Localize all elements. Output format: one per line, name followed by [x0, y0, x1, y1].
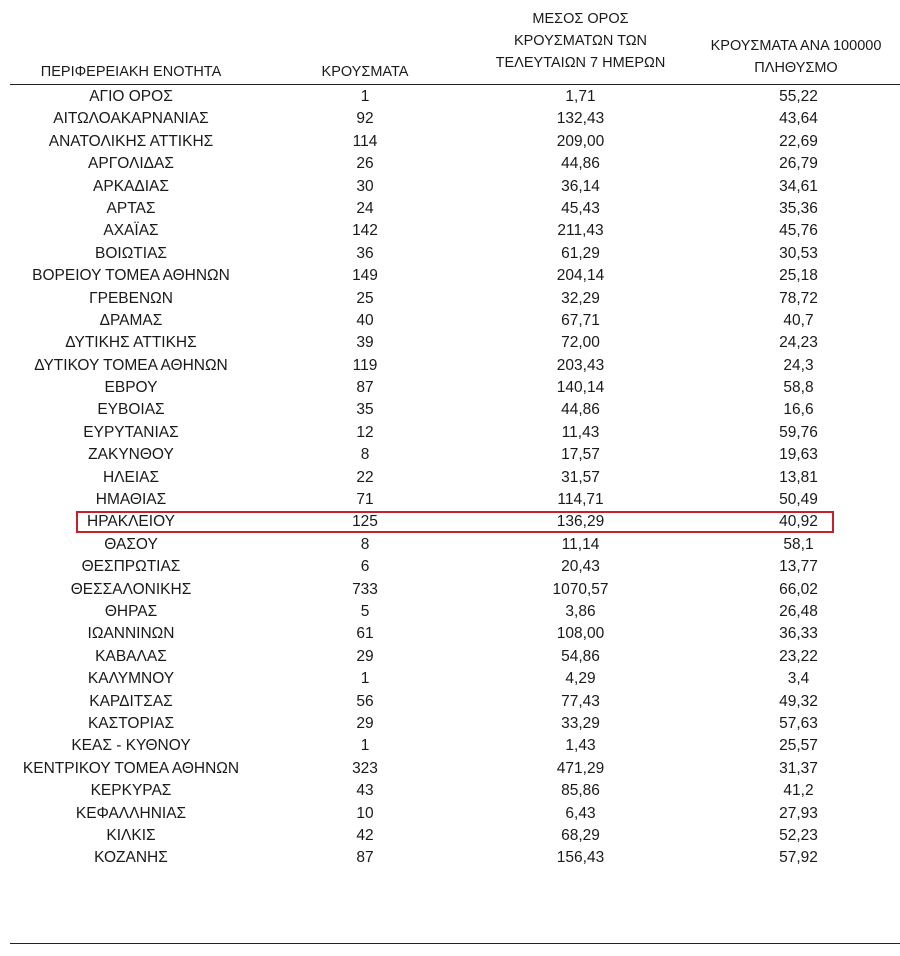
cases-cell: 8 [360, 446, 370, 464]
region-cell: ΑΝΑΤΟΛΙΚΗΣ ΑΤΤΙΚΗΣ [48, 132, 214, 150]
avg7-cell: 114,71 [557, 491, 604, 509]
cases-cell: 40 [356, 311, 374, 329]
avg7-cell: 44,86 [561, 401, 600, 419]
region-cell: ΖΑΚΥΝΘΟΥ [88, 446, 174, 464]
cases-cell: 142 [352, 222, 378, 240]
avg7-cell: 32,29 [561, 289, 600, 307]
region-cell: ΚΙΛΚΙΣ [106, 826, 156, 844]
header-cases-per-100k-line1: ΚΡΟΥΣΜΑΤΑ ΑΝΑ 100000 [710, 38, 882, 54]
per100k-cell: 22,69 [779, 132, 818, 150]
region-cell: ΓΡΕΒΕΝΩΝ [89, 289, 173, 307]
table-row [0, 556, 900, 578]
table-row [0, 847, 900, 869]
avg7-cell: 211,43 [557, 222, 604, 240]
cases-cell: 114 [352, 132, 378, 150]
table-row [0, 265, 900, 287]
per100k-cell: 55,22 [779, 88, 818, 105]
region-cell: ΚΕΡΚΥΡΑΣ [90, 782, 172, 800]
cases-cell: 87 [356, 379, 374, 397]
per100k-cell: 24,3 [783, 356, 814, 374]
table-row [0, 735, 900, 757]
header-7day-average-line1: ΜΕΣΟΣ ΟΡΟΣ [532, 11, 629, 27]
header-7day-average-line2: ΚΡΟΥΣΜΑΤΩΝ ΤΩΝ [513, 33, 648, 49]
table-row [0, 511, 900, 533]
per100k-cell: 16,6 [783, 401, 814, 419]
region-cell: ΑΙΤΩΛΟΑΚΑΡΝΑΝΙΑΣ [53, 110, 209, 128]
cases-cell: 149 [352, 267, 378, 285]
table-row [0, 108, 900, 130]
table-row [0, 713, 900, 735]
per100k-cell: 34,61 [779, 177, 818, 195]
per100k-cell: 19,63 [779, 446, 818, 464]
cases-cell: 1 [360, 670, 370, 688]
cases-cell: 125 [352, 513, 378, 531]
table-row [0, 444, 900, 466]
header-region: ΠΕΡΙΦΕΡΕΙΑΚΗ ΕΝΟΤΗΤΑ [40, 64, 222, 80]
avg7-cell: 77,43 [561, 692, 600, 710]
cases-cell: 29 [356, 647, 374, 665]
per100k-cell: 40,92 [779, 513, 818, 531]
per100k-cell: 66,02 [779, 580, 818, 598]
avg7-cell: 67,71 [561, 311, 600, 329]
avg7-cell: 17,57 [561, 446, 600, 464]
table-row [0, 668, 900, 690]
cases-cell: 56 [356, 692, 374, 710]
cases-cell: 25 [356, 289, 374, 307]
per100k-cell: 13,77 [779, 558, 818, 576]
region-cell: ΘΕΣΠΡΩΤΙΑΣ [81, 558, 181, 576]
per100k-cell: 35,36 [779, 199, 818, 217]
cases-cell: 87 [356, 849, 374, 867]
per100k-cell: 58,1 [783, 535, 814, 553]
header-cases: ΚΡΟΥΣΜΑΤΑ [321, 64, 409, 80]
cases-cell: 26 [356, 155, 374, 173]
table-row [0, 646, 900, 668]
per100k-cell: 13,81 [779, 468, 818, 486]
region-cell: ΘΕΣΣΑΛΟΝΙΚΗΣ [70, 580, 192, 598]
table-row [0, 86, 900, 108]
avg7-cell: 45,43 [561, 199, 600, 217]
region-cell: ΑΡΚΑΔΙΑΣ [93, 177, 169, 195]
avg7-cell: 3,86 [565, 602, 596, 620]
cases-cell: 22 [356, 468, 374, 486]
avg7-cell: 68,29 [561, 826, 600, 844]
table-row [0, 310, 900, 332]
per100k-cell: 59,76 [779, 423, 818, 441]
per100k-cell: 24,23 [779, 334, 818, 352]
region-cell: ΑΡΓΟΛΙΔΑΣ [88, 155, 174, 173]
cases-cell: 42 [356, 826, 374, 844]
avg7-cell: 1070,57 [552, 580, 609, 598]
avg7-cell: 6,43 [565, 804, 596, 822]
per100k-cell: 25,57 [779, 737, 818, 755]
table-row [0, 288, 900, 310]
avg7-cell: 140,14 [556, 379, 605, 397]
region-cell: ΚΕΑΣ - ΚΥΘΝΟΥ [71, 737, 191, 755]
table-row [0, 579, 900, 601]
region-cell: ΔΥΤΙΚΗΣ ΑΤΤΙΚΗΣ [65, 334, 197, 352]
region-cell: ΔΥΤΙΚΟΥ ΤΟΜΕΑ ΑΘΗΝΩΝ [34, 356, 228, 374]
avg7-cell: 54,86 [561, 647, 600, 665]
avg7-cell: 85,86 [561, 782, 600, 800]
region-cell: ΕΒΡΟΥ [104, 379, 158, 397]
table-row [0, 758, 900, 780]
cases-cell: 1 [360, 737, 370, 755]
per100k-cell: 31,37 [779, 759, 818, 777]
avg7-cell: 44,86 [561, 155, 600, 173]
avg7-cell: 36,14 [561, 177, 600, 195]
per100k-cell: 78,72 [779, 289, 818, 307]
avg7-cell: 471,29 [556, 759, 605, 777]
cases-cell: 119 [352, 356, 378, 374]
avg7-cell: 203,43 [556, 356, 605, 374]
region-cell: ΑΧΑΪΑΣ [103, 222, 159, 240]
avg7-cell: 1,43 [565, 737, 596, 755]
region-cell: ΚΑΒΑΛΑΣ [95, 647, 167, 665]
per100k-cell: 40,7 [783, 311, 814, 329]
table-row [0, 332, 900, 354]
per100k-cell: 25,18 [779, 267, 818, 285]
region-cell: ΗΡΑΚΛΕΙΟΥ [87, 513, 175, 531]
per100k-cell: 45,76 [779, 222, 818, 240]
table-row [0, 534, 900, 556]
per100k-cell: 3,4 [787, 670, 810, 688]
table-row [0, 601, 900, 623]
avg7-cell: 31,57 [561, 468, 600, 486]
per100k-cell: 58,8 [783, 379, 814, 397]
region-cell: ΒΟΙΩΤΙΑΣ [95, 244, 167, 262]
per100k-cell: 57,63 [779, 714, 818, 732]
region-cell: ΚΑΛΥΜΝΟΥ [87, 670, 175, 688]
cases-cell: 323 [352, 759, 378, 777]
cases-cell: 30 [356, 177, 374, 195]
cases-cell: 43 [356, 782, 374, 800]
per100k-cell: 50,49 [779, 491, 818, 509]
cases-cell: 39 [356, 334, 374, 352]
region-cell: ΚΟΖΑΝΗΣ [94, 849, 168, 867]
region-cell: ΑΓΙΟ ΟΡΟΣ [89, 88, 173, 105]
region-cell: ΚΕΦΑΛΛΗΝΙΑΣ [75, 804, 187, 822]
region-cell: ΚΑΡΔΙΤΣΑΣ [89, 692, 173, 710]
cases-cell: 71 [356, 491, 374, 509]
table-row [0, 780, 900, 802]
avg7-cell: 204,14 [556, 267, 605, 285]
table-row [0, 825, 900, 847]
avg7-cell: 20,43 [561, 558, 600, 576]
avg7-cell: 209,00 [556, 132, 605, 150]
cases-cell: 10 [356, 804, 374, 822]
region-cell: ΒΟΡΕΙΟΥ ΤΟΜΕΑ ΑΘΗΝΩΝ [32, 267, 230, 285]
table-row [0, 467, 900, 489]
region-cell: ΕΥΒΟΙΑΣ [97, 401, 165, 419]
avg7-cell: 108,00 [556, 625, 605, 643]
data-table [0, 86, 900, 870]
per100k-cell: 41,2 [783, 782, 814, 800]
region-cell: ΔΡΑΜΑΣ [99, 311, 163, 329]
table-row [0, 377, 900, 399]
table-row [0, 243, 900, 265]
avg7-cell: 4,29 [565, 670, 596, 688]
cases-cell: 35 [356, 401, 374, 419]
avg7-cell: 33,29 [561, 714, 600, 732]
per100k-cell: 23,22 [779, 647, 818, 665]
per100k-cell: 52,23 [779, 826, 818, 844]
per100k-cell: 26,48 [779, 602, 818, 620]
table-row [0, 399, 900, 421]
per100k-cell: 49,32 [779, 692, 818, 710]
avg7-cell: 132,43 [556, 110, 605, 128]
per100k-cell: 26,79 [779, 155, 818, 173]
cases-cell: 36 [356, 244, 374, 262]
table-row [0, 131, 900, 153]
region-cell: ΙΩΑΝΝΙΝΩΝ [87, 625, 175, 643]
cases-cell: 733 [352, 580, 378, 598]
region-cell: ΘΗΡΑΣ [104, 602, 158, 620]
cases-cell: 1 [360, 88, 370, 105]
cases-cell: 61 [356, 625, 374, 643]
avg7-cell: 1,71 [565, 88, 596, 105]
table-row [0, 355, 900, 377]
cases-cell: 12 [356, 423, 374, 441]
avg7-cell: 72,00 [561, 334, 600, 352]
cases-cell: 29 [356, 714, 374, 732]
avg7-cell: 136,29 [556, 513, 605, 531]
table-row [0, 489, 900, 511]
per100k-cell: 43,64 [779, 110, 818, 128]
table-row [0, 198, 900, 220]
per100k-cell: 57,92 [779, 849, 818, 867]
cases-cell: 24 [356, 199, 374, 217]
avg7-cell: 156,43 [556, 849, 605, 867]
table-row [0, 803, 900, 825]
region-cell: ΑΡΤΑΣ [106, 199, 156, 217]
header-divider [10, 84, 900, 85]
region-cell: ΗΜΑΘΙΑΣ [95, 491, 167, 509]
region-cell: ΚΑΣΤΟΡΙΑΣ [87, 714, 175, 732]
cases-cell: 8 [360, 535, 370, 553]
table-row [0, 176, 900, 198]
header-cases-per-100k-line2: ΠΛΗΘΥΣΜΟ [754, 60, 838, 76]
region-cell: ΘΑΣΟΥ [104, 535, 158, 553]
region-cell: ΚΕΝΤΡΙΚΟΥ ΤΟΜΕΑ ΑΘΗΝΩΝ [22, 759, 240, 777]
per100k-cell: 27,93 [779, 804, 818, 822]
region-cell: ΗΛΕΙΑΣ [102, 468, 160, 486]
avg7-cell: 61,29 [561, 244, 600, 262]
table-row [0, 220, 900, 242]
region-cell: ΕΥΡΥΤΑΝΙΑΣ [83, 423, 179, 441]
table-row [0, 623, 900, 645]
cases-cell: 6 [360, 558, 370, 576]
per100k-cell: 36,33 [779, 625, 818, 643]
header-7day-average [462, 8, 699, 74]
cases-cell: 92 [356, 110, 374, 128]
cases-cell: 5 [360, 602, 370, 620]
table-bottom-rule [10, 943, 900, 944]
header-7day-average-line3: ΤΕΛΕΥΤΑΙΩΝ 7 ΗΜΕΡΩΝ [495, 55, 666, 71]
table-row [0, 691, 900, 713]
header-cases-per-100k [676, 35, 900, 79]
per100k-cell: 30,53 [779, 244, 818, 262]
table-row [0, 153, 900, 175]
avg7-cell: 11,14 [561, 535, 600, 553]
table-row [0, 422, 900, 444]
avg7-cell: 11,43 [561, 423, 600, 441]
